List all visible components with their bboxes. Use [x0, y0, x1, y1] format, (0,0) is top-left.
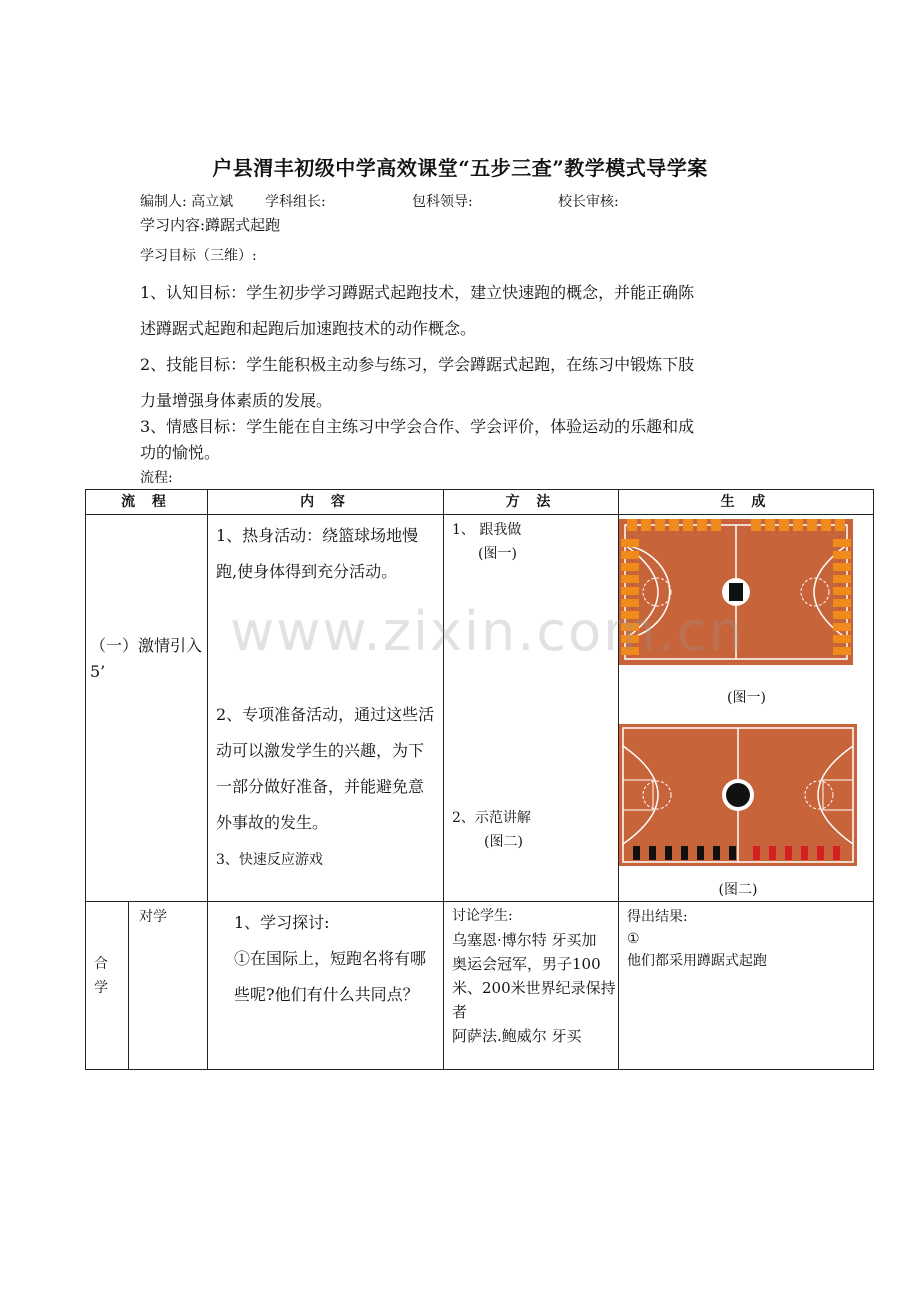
content-value: 蹲踞式起跑 — [205, 216, 281, 234]
substage-cell — [129, 902, 208, 1070]
method2-cell — [444, 902, 619, 1070]
page-title: 户县渭丰初级中学高效课堂“五步三查”教学模式导学案 — [212, 156, 708, 180]
content-label: 学习内容: — [140, 216, 206, 234]
method-cell — [444, 515, 619, 902]
subject-leader-label: 学科组长: — [265, 194, 326, 210]
flow-label: 流程: — [140, 470, 173, 486]
stage2-label: 合学 — [94, 956, 108, 996]
method-follow-fig: (图一) — [478, 546, 517, 562]
referee-icon — [729, 583, 743, 601]
header-result: 生 成 — [619, 490, 874, 515]
prep-text: 2、专项准备活动，通过这些活动可以激发学生的兴趣，为下一部分做好准备，并能避免意外事故的发生。 — [216, 705, 435, 832]
header-method: 方 法 — [444, 490, 619, 515]
method-follow: 1、 跟我做 — [452, 522, 522, 538]
stage-cell — [86, 515, 208, 902]
content-cell — [208, 515, 444, 902]
explore-title: 1、学习探讨: — [234, 913, 330, 932]
principal-label: 校长审核: — [558, 194, 619, 210]
dept-leader-label: 包科领导: — [412, 194, 473, 210]
goals-label: 学习目标（三维）: — [140, 248, 257, 264]
editor-label: 编制人: 高立斌 — [140, 194, 234, 210]
figure-2-caption: (图二) — [718, 882, 758, 898]
discussion-text: 讨论学生: 乌塞恩·博尔特 牙买加 奥运会冠军，男子100米、200米世界纪录保持者 阿萨法.鲍威尔 牙买 — [452, 908, 616, 1045]
court-figure-2 — [619, 724, 857, 866]
method-demo: 2、示范讲解 — [452, 810, 531, 826]
header-flow: 流 程 — [86, 490, 208, 515]
flow-table — [85, 489, 874, 1070]
header-content: 内 容 — [208, 490, 444, 515]
warmup-text: 1、热身活动：绕篮球场地慢跑,使身体得到充分活动。 — [216, 526, 419, 581]
goal-skill: 2、技能目标：学生能积极主动参与练习，学会蹲踞式起跑，在练习中锻炼下肢 力量增强身体素质的发展。 — [140, 355, 695, 410]
result-text: 得出结果: ① 他们都采用蹲踞式起跑 — [627, 909, 767, 969]
goal-cognitive: 1、认知目标：学生初步学习蹲踞式起跑技术，建立快速跑的概念，并能正确陈 述蹲踞式起跑和起跑后加速跑技术的动作概念。 — [140, 283, 695, 338]
game-text: 3、快速反应游戏 — [216, 852, 323, 868]
court-figure-1 — [619, 519, 853, 665]
figure-1-caption: (图一) — [727, 690, 766, 706]
coach-icon — [726, 783, 750, 807]
goal-emotion: 3、情感目标：学生能在自主练习中学会合作、学会评价，体验运动的乐趣和成 功的愉悦。 — [140, 417, 695, 462]
method-demo-fig: (图二) — [484, 834, 523, 850]
stage-label: （一）激情引入 5’ — [90, 636, 203, 681]
substage-label: 对学 — [139, 909, 167, 925]
content2-cell — [208, 902, 444, 1070]
result-cell — [619, 515, 874, 902]
watermark: www.zixin.com.cn — [230, 600, 745, 663]
explore-question: ①在国际上，短跑名将有哪些呢?他们有什么共同点？ — [234, 949, 427, 1004]
stage2-cell — [86, 902, 129, 1070]
result2-cell — [619, 902, 874, 1070]
